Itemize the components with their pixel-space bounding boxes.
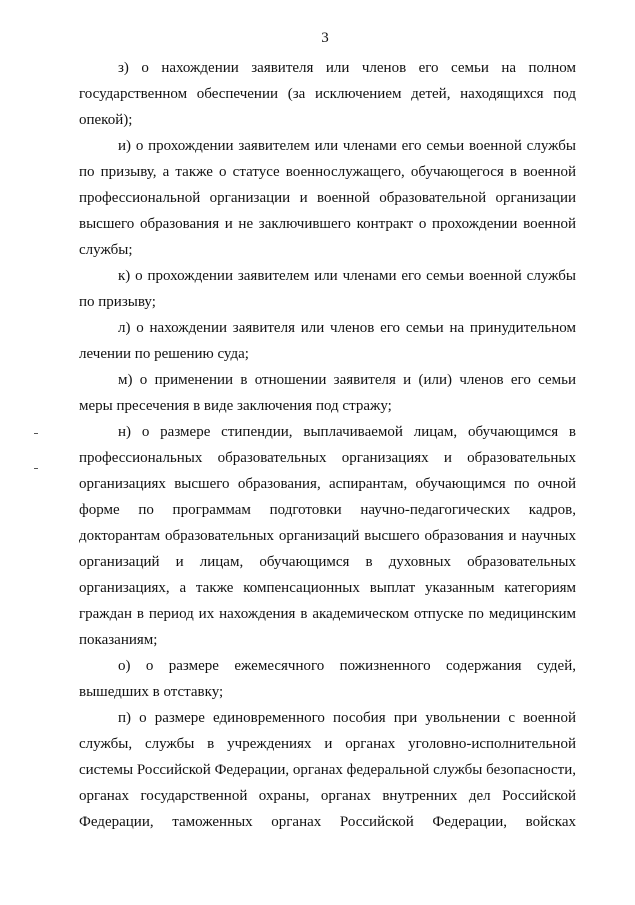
paragraph-m: м) о применении в отношении заявителя и (или) членов его семьи меры пресечения в виде заключения под стражу; (79, 372, 576, 414)
document-body (79, 55, 576, 835)
paragraph-k: к) о прохождении заявителем или членами его семьи военной службы по призыву; (79, 268, 576, 310)
paragraph-p: п) о размере единовременного пособия при увольнении с военной службы, службы в учреждениях и органах уголовно-исполнительной системы Российской Федерации, органах федеральной службы безопасности, органах государственной охраны, органах внутренних дел Российской Федерации, таможенных органах Российской Федерации, войсках (79, 710, 576, 830)
page-number: 3 (321, 30, 329, 46)
paragraph-n: н) о размере стипендии, выплачиваемой лицам, обучающимся в профессиональных образовательных организациях и образовательных организациях высшего образования, аспирантам, обучающимся по очной форме по программам подготовки научно-педагогических кадров, докторантам образовательных организаций высшего образования и научных организаций и лицам, обучающимся в духовных образовательных организациях, а также компенсационных выплат указанным категориям граждан в период их нахождения в академическом отпуске по медицинским показаниям; (79, 424, 576, 648)
paragraph-z: з) о нахождении заявителя или членов его семьи на полном государственном обеспечении (за исключением детей, находящихся под опекой); (79, 60, 576, 128)
scan-speck (34, 468, 38, 469)
paragraph-l: л) о нахождении заявителя или членов его семьи на принудительном лечении по решению суда; (79, 320, 576, 362)
scan-speck (34, 433, 38, 434)
paragraph-i: и) о прохождении заявителем или членами его семьи военной службы по призыву, а также о статусе военнослужащего, обучающегося в военной профессиональной организации и военной образовательной организации высшего образования и не заключившего контракт о прохождении военной службы; (79, 138, 576, 258)
paragraph-o: о) о размере ежемесячного пожизненного содержания судей, вышедших в отставку; (79, 658, 576, 700)
